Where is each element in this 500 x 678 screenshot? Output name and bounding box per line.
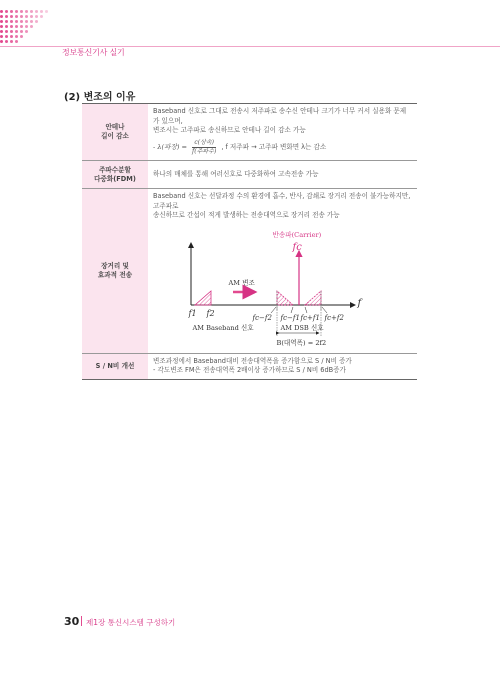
dsb-signal-label: AM DSB 신호: [280, 323, 324, 332]
decor-dot: [10, 35, 13, 38]
row-label-text: 효과적 전송: [97, 270, 133, 279]
decor-dot: [10, 30, 13, 33]
row-content-fdm: [148, 161, 417, 189]
fc-plus-f2-label: fc+f2: [324, 313, 344, 322]
am-spectrum-diagram: [173, 225, 393, 350]
decor-dot: [25, 30, 28, 33]
formula-suffix: , f 저주파 → 고주파 변화면 λ는 감소: [221, 143, 327, 152]
row-label-text: 다중화(FDM): [94, 174, 136, 183]
decor-dot: [45, 10, 48, 13]
f2-label: f2: [206, 308, 215, 318]
decor-dot: [30, 10, 33, 13]
fc-plus-f1-label: fc+f1: [300, 313, 320, 322]
decor-dot: [20, 15, 23, 18]
decor-dot: [35, 20, 38, 23]
decor-dot: [25, 20, 28, 23]
decor-dot: [40, 15, 43, 18]
section-title: (2) 변조의 이유: [64, 92, 136, 103]
fc-minus-f1-label: fc−f1: [280, 313, 300, 322]
footer-divider: [81, 616, 82, 626]
decor-dot: [5, 10, 8, 13]
row-content-long-distance: [148, 189, 417, 354]
decor-dot: [15, 30, 18, 33]
lower-sideband: [277, 291, 293, 305]
carrier-label: 반송파(Carrier): [272, 230, 322, 239]
f-axis-label: f: [357, 297, 362, 309]
decor-dot: [5, 35, 8, 38]
decor-dot: [25, 10, 28, 13]
decor-dot: [35, 15, 38, 18]
decor-dot: [5, 40, 8, 43]
row-label-snr: [82, 353, 148, 379]
f1-label: f1: [188, 308, 197, 318]
row-label-text: 장거리 및: [101, 261, 129, 270]
row-label-text: 길이 감소: [101, 132, 129, 140]
baseband-signal-label: AM Baseband 신호: [192, 323, 254, 332]
upper-sideband: [305, 291, 321, 305]
fc-label: fc: [292, 241, 302, 253]
row-label-long-distance: [82, 189, 148, 354]
decor-dot: [30, 15, 33, 18]
table-row: [82, 353, 417, 379]
decor-dot: [30, 25, 33, 28]
decor-dot: [10, 10, 13, 13]
decor-dot: [35, 10, 38, 13]
decor-dot: [5, 20, 8, 23]
decor-dot: [15, 15, 18, 18]
header-title: 정보통신기사 실기: [62, 48, 125, 57]
decor-dot: [15, 35, 18, 38]
fc-minus-f2-label: fc−f2: [252, 313, 272, 322]
decor-dot: [15, 25, 18, 28]
modulation-reasons-table: [82, 103, 417, 380]
content-text: 하나의 매체를 통해 여러신호로 다중화하여 고속전송 가능: [153, 169, 319, 178]
content-text: - 각도변조 FM은 전송대역폭 2배이상 증가하므로 S / N비 6dB증가: [153, 366, 346, 375]
row-label-text: 안테나: [105, 123, 125, 132]
decor-dot: [15, 10, 18, 13]
decor-dot: [0, 20, 3, 23]
content-text: 변조과정에서 Baseband대비 전송대역폭을 증가함으로 S / N비 증가: [153, 356, 352, 365]
formula-fraction: [190, 139, 218, 157]
decor-dot: [0, 25, 3, 28]
decor-dot: [0, 15, 3, 18]
decor-dot: [10, 20, 13, 23]
decor-dot: [15, 20, 18, 23]
footer-chapter: 제1장 통신시스템 구성하기: [86, 618, 176, 627]
wavelength-formula: [153, 139, 412, 157]
row-label-antenna: [82, 104, 148, 161]
decor-dot: [0, 35, 3, 38]
bandwidth-label: B(대역폭) = 2f2: [276, 338, 327, 347]
am-modulation-label: AM 변조: [228, 278, 255, 287]
page-number: 30: [64, 615, 80, 628]
decor-dot: [30, 20, 33, 23]
decor-dot: [15, 40, 18, 43]
decor-dot: [0, 10, 3, 13]
decor-dot: [20, 25, 23, 28]
row-label-fdm: [82, 161, 148, 189]
decor-dot: [10, 15, 13, 18]
content-text: 송신하므로 간섭이 적게 발생하는 전송대역으로 장거리 전송 가능: [153, 211, 340, 220]
formula-prefix: - λ(파장) =: [153, 143, 188, 152]
decor-dot: [20, 10, 23, 13]
decor-dot: [20, 30, 23, 33]
row-content-snr: [148, 353, 417, 379]
table-row: [82, 104, 417, 161]
decor-dot: [0, 40, 3, 43]
formula-denominator: f(주파수): [192, 148, 217, 156]
table-row: [82, 189, 417, 354]
content-text: Baseband 신호로 그대로 전송시 저주파로 송수신 안테나 크기가 너무 커서 실용화 문제가 있으며,: [153, 107, 407, 125]
row-label-text: 주파수분할: [99, 165, 131, 174]
formula-numerator: c(상속): [192, 139, 216, 149]
decor-dot: [20, 35, 23, 38]
decor-dot: [5, 30, 8, 33]
content-text: 변조시는 고주파로 송신하므로 안테나 길이 감소 가능: [153, 126, 306, 135]
row-content-antenna: [148, 104, 417, 161]
decor-dot: [5, 15, 8, 18]
decor-dot: [20, 20, 23, 23]
decor-dot: [0, 30, 3, 33]
table-row: [82, 161, 417, 189]
content-text: Baseband 신호는 선달과정 수의 환경에 흡수, 반사, 감쇄로 장거리 전송이 불가능하지만, 고주파로: [153, 192, 411, 210]
decor-dot: [10, 25, 13, 28]
decor-dot: [5, 25, 8, 28]
header-dot-pattern: [0, 5, 60, 45]
decor-dot: [25, 25, 28, 28]
decor-dot: [25, 15, 28, 18]
decor-dot: [10, 40, 13, 43]
baseband-spectrum: [195, 291, 211, 305]
decor-dot: [40, 10, 43, 13]
row-label-text: S / N비 개선: [95, 361, 135, 370]
